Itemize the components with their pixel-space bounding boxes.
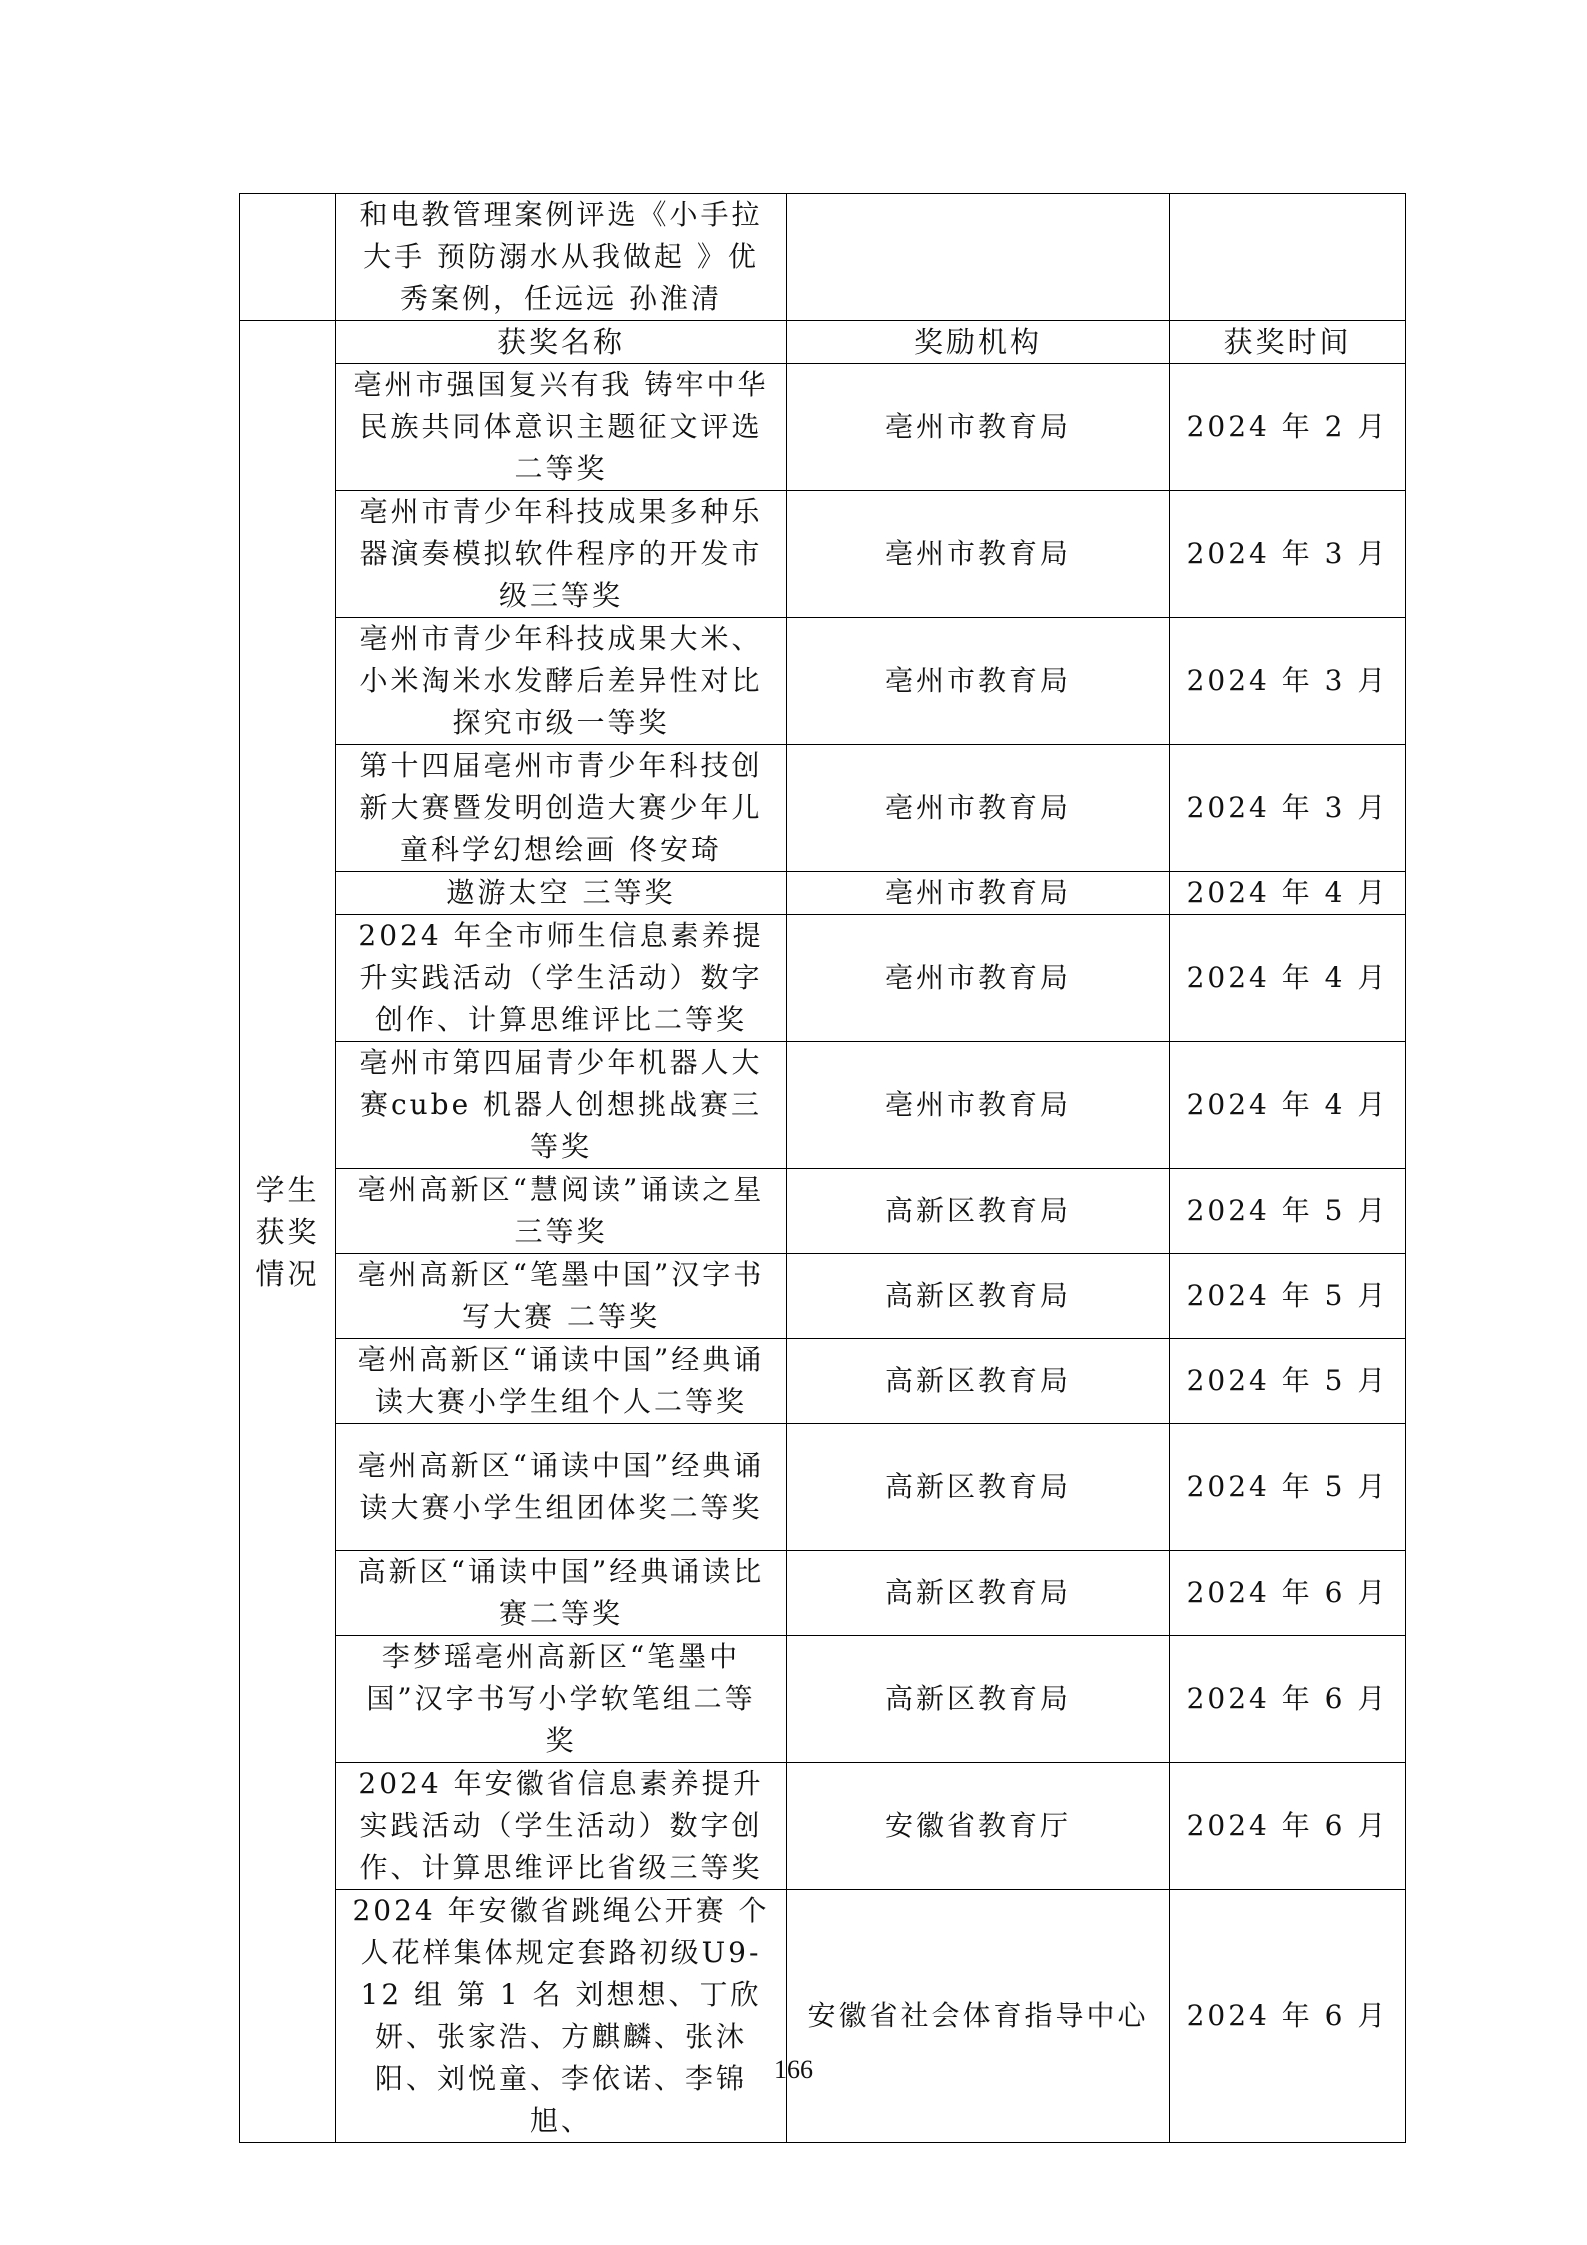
continued-org-cell bbox=[787, 194, 1170, 321]
table-row bbox=[240, 1424, 1406, 1551]
award-name: 亳州市青少年科技成果多种乐器演奏模拟软件程序的开发市级三等奖 bbox=[336, 491, 787, 618]
header-award-time: 获奖时间 bbox=[1170, 321, 1406, 364]
award-org: 安徽省社会体育指导中心 bbox=[787, 1890, 1170, 2143]
award-name: 李梦瑶亳州高新区“笔墨中国”汉字书写小学软笔组二等奖 bbox=[336, 1636, 787, 1763]
award-time: 2024 年 3 月 bbox=[1170, 618, 1406, 745]
award-org: 亳州市教育局 bbox=[787, 491, 1170, 618]
award-time: 2024 年 5 月 bbox=[1170, 1339, 1406, 1424]
award-name: 第十四届亳州市青少年科技创新大赛暨发明创造大赛少年儿童科学幻想绘画 佟安琦 bbox=[336, 745, 787, 872]
award-org: 亳州市教育局 bbox=[787, 1042, 1170, 1169]
table-row bbox=[240, 1339, 1406, 1424]
table-row bbox=[240, 1763, 1406, 1890]
award-org: 高新区教育局 bbox=[787, 1169, 1170, 1254]
award-time: 2024 年 6 月 bbox=[1170, 1890, 1406, 2143]
table-header-row bbox=[240, 321, 1406, 364]
header-award-name: 获奖名称 bbox=[336, 321, 787, 364]
table-row bbox=[240, 618, 1406, 745]
award-time: 2024 年 5 月 bbox=[1170, 1169, 1406, 1254]
continued-award-text: 和电教管理案例评选《小手拉大手 预防溺水从我做起 》优秀案例，任远远 孙淮清 bbox=[336, 194, 787, 321]
award-time: 2024 年 5 月 bbox=[1170, 1254, 1406, 1339]
table-row bbox=[240, 1890, 1406, 2143]
award-name: 亳州高新区“笔墨中国”汉字书写大赛 二等奖 bbox=[336, 1254, 787, 1339]
table-row bbox=[240, 364, 1406, 491]
table-row bbox=[240, 872, 1406, 915]
award-org: 高新区教育局 bbox=[787, 1339, 1170, 1424]
award-time: 2024 年 2 月 bbox=[1170, 364, 1406, 491]
header-award-org: 奖励机构 bbox=[787, 321, 1170, 364]
table-row bbox=[240, 1551, 1406, 1636]
award-time: 2024 年 6 月 bbox=[1170, 1763, 1406, 1890]
table-row bbox=[240, 915, 1406, 1042]
award-time: 2024 年 5 月 bbox=[1170, 1424, 1406, 1551]
award-org: 安徽省教育厅 bbox=[787, 1763, 1170, 1890]
award-org: 高新区教育局 bbox=[787, 1636, 1170, 1763]
award-org: 高新区教育局 bbox=[787, 1424, 1170, 1551]
award-time: 2024 年 4 月 bbox=[1170, 872, 1406, 915]
award-time: 2024 年 3 月 bbox=[1170, 491, 1406, 618]
award-time: 2024 年 3 月 bbox=[1170, 745, 1406, 872]
award-org: 亳州市教育局 bbox=[787, 745, 1170, 872]
continued-row bbox=[240, 194, 1406, 321]
table-row bbox=[240, 1042, 1406, 1169]
award-name: 亳州市青少年科技成果大米、小米淘米水发酵后差异性对比探究市级一等奖 bbox=[336, 618, 787, 745]
award-name: 亳州高新区“慧阅读”诵读之星 三等奖 bbox=[336, 1169, 787, 1254]
award-name: 2024 年全市师生信息素养提升实践活动（学生活动）数字创作、计算思维评比二等奖 bbox=[336, 915, 787, 1042]
award-org: 亳州市教育局 bbox=[787, 872, 1170, 915]
award-org: 亳州市教育局 bbox=[787, 618, 1170, 745]
continued-time-cell bbox=[1170, 194, 1406, 321]
award-name: 高新区“诵读中国”经典诵读比赛二等奖 bbox=[336, 1551, 787, 1636]
page-number: 166 bbox=[774, 2055, 813, 2084]
award-name: 亳州市强国复兴有我 铸牢中华民族共同体意识主题征文评选 二等奖 bbox=[336, 364, 787, 491]
table-row bbox=[240, 491, 1406, 618]
award-name: 2024 年安徽省信息素养提升实践活动（学生活动）数字创作、计算思维评比省级三等奖 bbox=[336, 1763, 787, 1890]
continued-category-cell bbox=[240, 194, 336, 321]
award-org: 高新区教育局 bbox=[787, 1551, 1170, 1636]
award-name: 遨游太空 三等奖 bbox=[336, 872, 787, 915]
award-name: 亳州市第四届青少年机器人大赛cube 机器人创想挑战赛三等奖 bbox=[336, 1042, 787, 1169]
award-name: 2024 年安徽省跳绳公开赛 个人花样集体规定套路初级U9-12 组 第 1 名 刘想想、丁欣妍、张家浩、方麒麟、张沐阳、刘悦童、李依诺、李锦旭、 bbox=[336, 1890, 787, 2143]
award-name: 亳州高新区“诵读中国”经典诵读大赛小学生组团体奖二等奖 bbox=[336, 1424, 787, 1551]
table-row bbox=[240, 745, 1406, 872]
award-time: 2024 年 4 月 bbox=[1170, 915, 1406, 1042]
award-org: 亳州市教育局 bbox=[787, 364, 1170, 491]
table-row bbox=[240, 1636, 1406, 1763]
table-row bbox=[240, 1254, 1406, 1339]
award-time: 2024 年 6 月 bbox=[1170, 1636, 1406, 1763]
award-time: 2024 年 4 月 bbox=[1170, 1042, 1406, 1169]
category-label bbox=[240, 321, 336, 2143]
awards-table bbox=[239, 193, 1406, 2143]
table-row bbox=[240, 1169, 1406, 1254]
award-org: 亳州市教育局 bbox=[787, 915, 1170, 1042]
award-name: 亳州高新区“诵读中国”经典诵读大赛小学生组个人二等奖 bbox=[336, 1339, 787, 1424]
category-label-text: 学生获奖情况 bbox=[255, 1172, 320, 1291]
award-org: 高新区教育局 bbox=[787, 1254, 1170, 1339]
award-time: 2024 年 6 月 bbox=[1170, 1551, 1406, 1636]
